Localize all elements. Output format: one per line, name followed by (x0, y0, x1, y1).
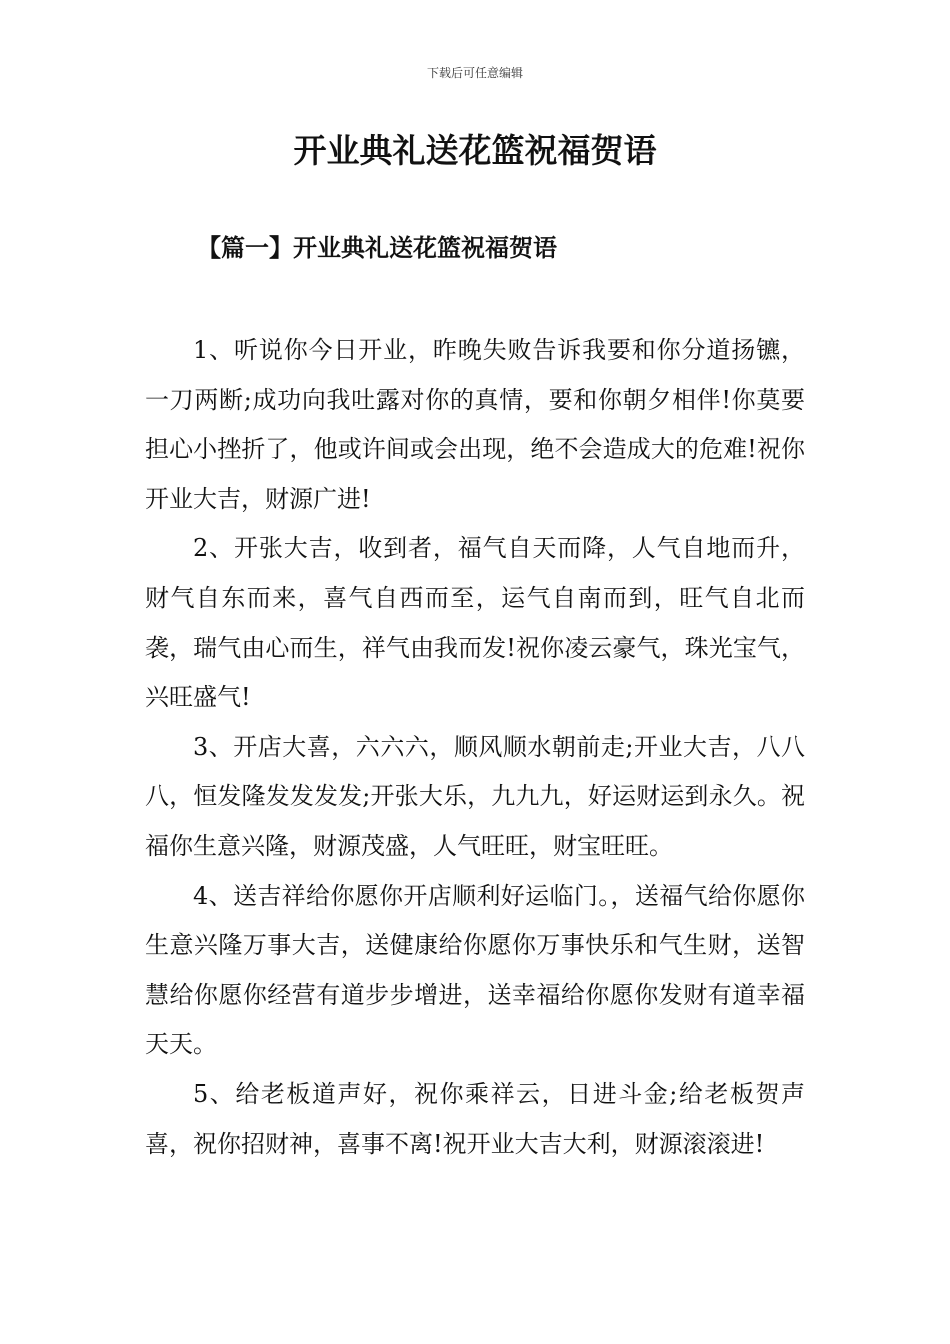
paragraph-1: 1、听说你今日开业，昨晚失败告诉我要和你分道扬镳，一刀两断;成功向我吐露对你的真情，要和你朝夕相伴!你莫要担心小挫折了，他或许间或会出现，绝不会造成大的危难!祝你开业大吉，财源广进! (145, 336, 805, 513)
paragraph-2: 2、开张大吉，收到者，福气自天而降，人气自地而升，财气自东而来，喜气自西而至，运气自南而到，旺气自北而袭，瑞气由心而生，祥气由我而发!祝你凌云豪气，珠光宝气，兴旺盛气! (145, 534, 805, 712)
paragraph-3: 3、开店大喜，六六六，顺风顺水朝前走;开业大吉，八八八，恒发隆发发发发;开张大乐，九九九，好运财运到永久。祝福你生意兴隆，财源茂盛，人气旺旺，财宝旺旺。 (145, 732, 805, 860)
document-body (145, 326, 805, 1169)
paragraph-4: 4、送吉祥给你愿你开店顺利好运临门。，送福气给你愿你生意兴隆万事大吉，送健康给你愿你万事快乐和气生财，送智慧给你愿你经营有道步步增进，送幸福给你愿你发财有道幸福天天。 (145, 881, 805, 1059)
section-heading: 【篇一】开业典礼送花篮祝福贺语 (197, 233, 557, 262)
paragraph-5: 5、给老板道声好，祝你乘祥云，日进斗金;给老板贺声喜，祝你招财神，喜事不离!祝开业大吉大利，财源滚滚进! (145, 1079, 805, 1158)
document-title: 开业典礼送花篮祝福贺语 (293, 131, 657, 170)
header-note: 下载后可任意编辑 (426, 66, 523, 80)
